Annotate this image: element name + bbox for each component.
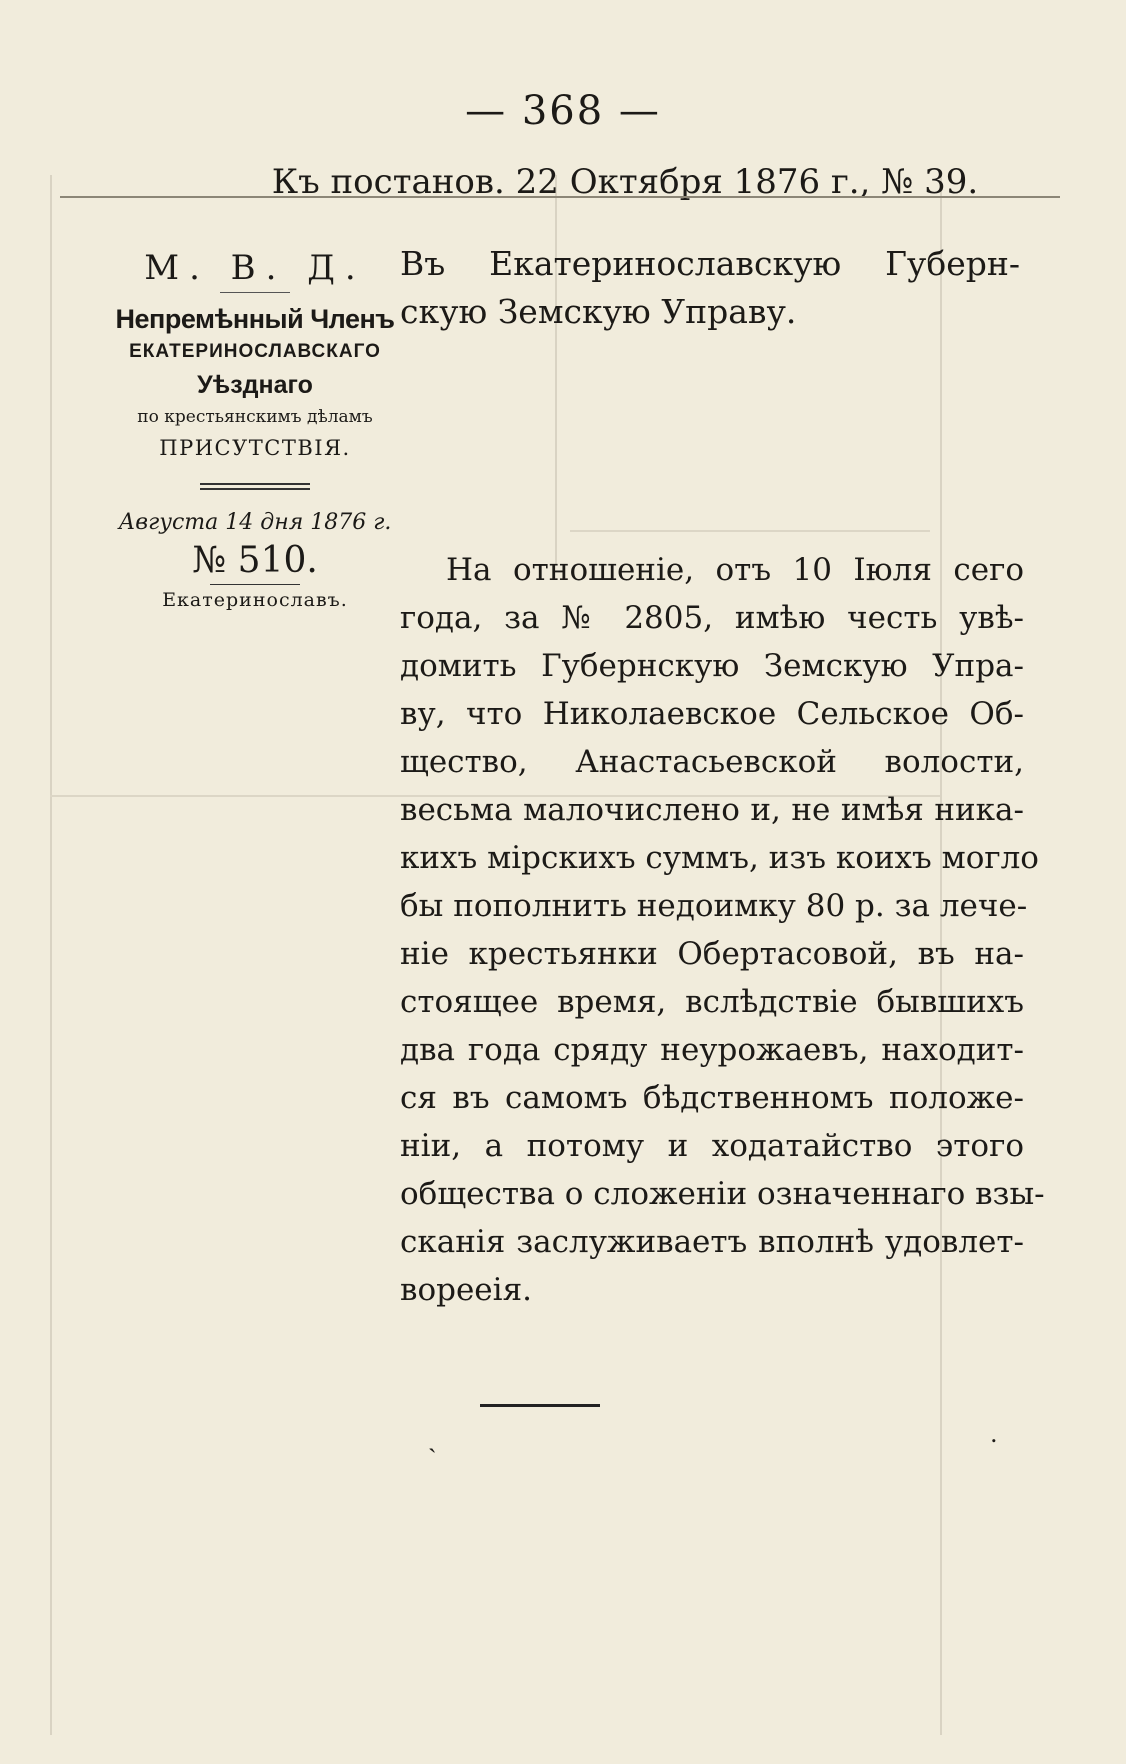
sender-district: ЕКАТЕРИНОСЛАВСКАГО — [129, 341, 381, 362]
body-line: ніе крестьянки Обертасовой, въ на- — [400, 936, 1024, 972]
body-line: общества о сложеніи означеннаго взы- — [400, 1176, 1045, 1212]
body-line: щество, Анастасьевской волости, — [400, 744, 1024, 780]
letter-body — [400, 546, 1045, 1314]
addressee — [400, 240, 1020, 336]
bleed-through-line — [555, 175, 557, 565]
body-line: кихъ мірскихъ суммъ, изъ коихъ могло — [400, 840, 1039, 876]
stray-mark: ˎ — [428, 1424, 437, 1454]
body-line: ся въ самомъ бѣдственномъ положе- — [400, 1080, 1024, 1116]
letter-city: Екатеринославъ. — [162, 589, 348, 611]
page-number: — 368 — — [465, 88, 661, 134]
sender-office: ПРИСУТСТВІЯ. — [159, 436, 351, 460]
body-line: стоящее время, вслѣдствіе бывшихъ — [400, 984, 1024, 1020]
body-line: бы пополнить недоимку 80 р. за лече- — [400, 888, 1028, 924]
body-line: весьма малочислено и, не имѣя никa- — [400, 792, 1024, 828]
body-line: два года сряду неурожаевъ, находит- — [400, 1032, 1024, 1068]
sender-block — [90, 240, 420, 615]
resolution-reference: Къ постанов. 22 Октября 1876 г., № 39. — [271, 162, 979, 202]
addressee-line: скую Земскую Управу. — [400, 292, 797, 331]
sender-department: по крестьянскимъ дѣламъ — [137, 407, 373, 427]
addressee-line: Въ Екатеринославскую Губерн- — [400, 244, 1020, 283]
header-rule — [60, 196, 1060, 198]
stray-dot: . — [990, 1420, 998, 1448]
body-line: На отношеніе, отъ 10 Іюля сего — [446, 552, 1024, 588]
divider — [220, 292, 290, 293]
body-line: домить Губернскую Земскую Упра- — [400, 648, 1024, 684]
letter-date: Августа 14 дня 1876 г. — [118, 510, 392, 535]
end-rule — [480, 1404, 600, 1407]
double-divider — [200, 483, 310, 490]
body-line: ніи, а потому и ходатайство этого — [400, 1128, 1024, 1164]
bleed-through-line — [50, 175, 52, 1735]
body-line: года, за № 2805, имѣю честь увѣ- — [400, 600, 1024, 636]
letter-number: № 510. — [192, 540, 318, 581]
sender-level: Уѣзднаго — [197, 371, 313, 399]
body-line: сканія заслуживаетъ вполнѣ удовлет- — [400, 1224, 1024, 1260]
bleed-through-line — [570, 530, 930, 532]
ministry-abbrev: М. В. Д. — [144, 248, 366, 288]
body-line: ву, что Николаевское Сельское Об- — [400, 696, 1024, 732]
body-line: ворееія. — [400, 1272, 532, 1308]
sender-title: Непремѣнный Членъ — [115, 304, 395, 334]
